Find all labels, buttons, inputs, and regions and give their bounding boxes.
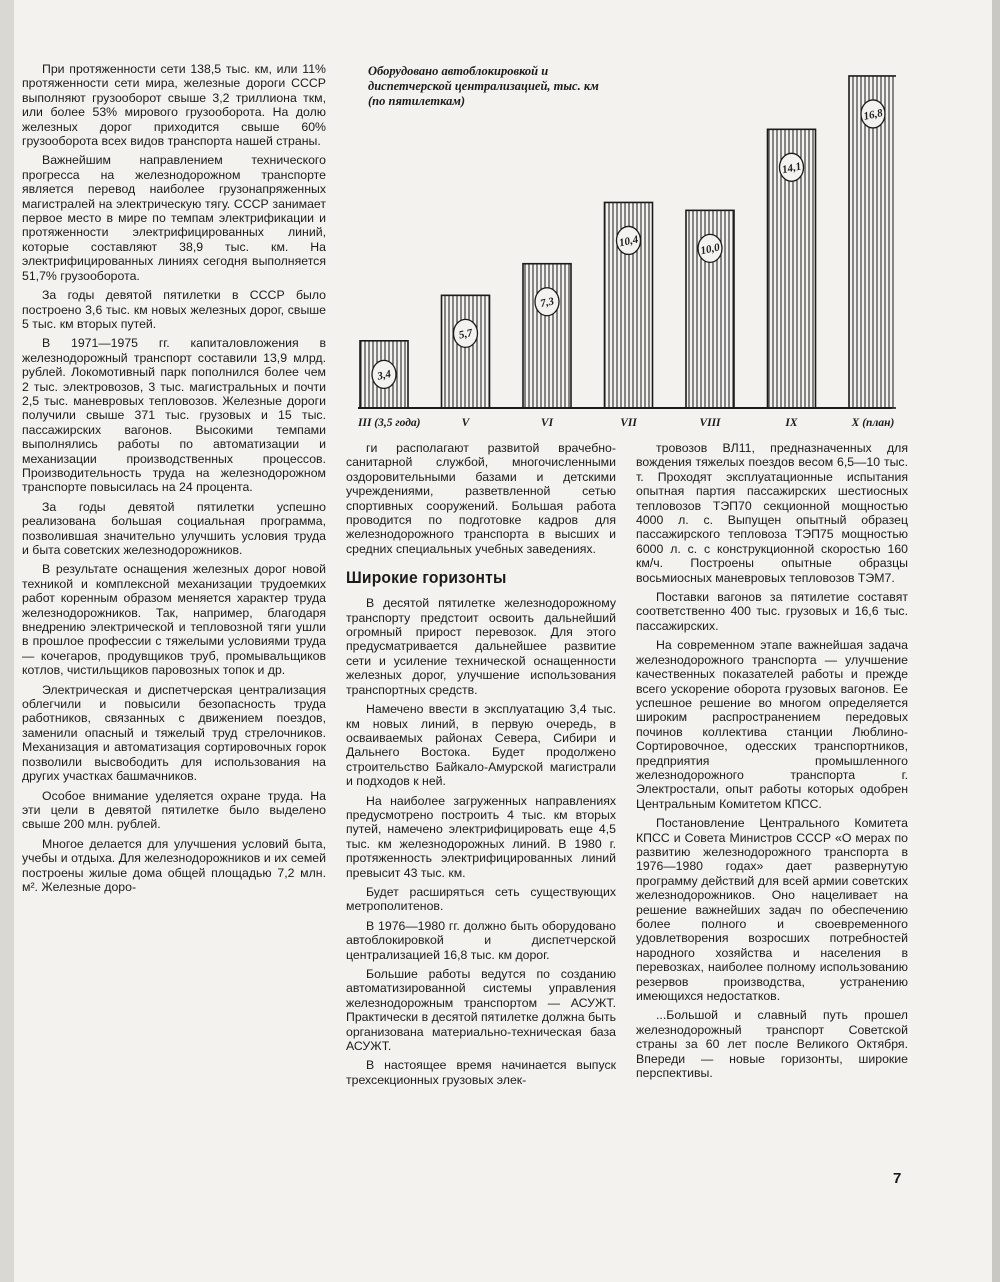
paragraph: На наиболее загруженных направлениях предусмотрено построить 4 тыс. км вторых путей, намечено электрифицировать еще 4,5 тыс. км железнодорожных линий. В 1980 г. протяженность электрифицированных линий превысит 43 тыс. км. xyxy=(346,793,616,880)
x-tick-label: VIII xyxy=(699,417,721,429)
data-label: 3,4 xyxy=(376,368,393,383)
section-heading: Широкие горизонты xyxy=(346,568,507,588)
paragraph: В настоящее время начинается выпуск трехсекционных грузовых элек- xyxy=(346,1058,616,1087)
data-label: 10,0 xyxy=(699,241,721,258)
x-tick-label: VII xyxy=(620,417,637,429)
article-column-2 xyxy=(346,441,616,1092)
x-tick-label: V xyxy=(461,417,470,429)
bar xyxy=(442,295,490,408)
page-number: 7 xyxy=(893,1170,902,1187)
bar xyxy=(523,264,571,408)
paragraph: тровозов ВЛ11, предназначенных для вождения тяжелых поездов весом 6,5—10 тыс. т. Проходят эксплуатационные испытания опытная партия пассажирских шестиосных тепловозов ТЭП70 секционной мощностью 4000 л. с. Выпущен опытный образец пассажирского тепловоза ТЭП75 мощностью 6000 л. с. с конструкционной скоростью 160 км/ч. Построены опытные образцы восьмиосных маневровых тепловозов ТЭМ7. xyxy=(636,441,908,585)
paragraph: Особое внимание уделяется охране труда. На эти цели в девятой пятилетке было выделено свыше 200 млн. рублей. xyxy=(22,788,326,832)
paragraph: За годы девятой пятилетки успешно реализована большая социальная программа, позволившая значительно улучшить условия труда и быта советских железнодорожников. xyxy=(22,499,326,557)
paragraph: Будет расширяться сеть существующих метрополитенов. xyxy=(346,884,616,914)
page-edge-right xyxy=(992,0,1000,1282)
paragraph: ги располагают развитой врачебно-санитарной службой, многочисленными оздоровительными базами и детскими учреждениями, разветвленной сетью спортивных сооружений. Большая работа проводится по подготовке кадров для железнодорожного транспорта в высших и средних специальных учебных заведениях. xyxy=(346,441,616,556)
paragraph: ...Большой и славный путь прошел железнодорожный транспорт Советской страны за 60 лет после Великого Октября. Впереди — новые горизонты, широкие перспективы. xyxy=(636,1008,908,1081)
paragraph: Электрическая и диспетчерская централизация облегчили и повысили безопасность труда работников, связанных с движением поездов, заменили опасный и тяжелый труд стрелочников. Механизация и автоматизация сортировочных горок позволили высвободить для использования на других участках башмачников. xyxy=(22,682,326,784)
page-edge-left xyxy=(0,0,14,1282)
x-tick-label: III (3,5 года) xyxy=(358,417,421,429)
x-tick-label: VI xyxy=(540,417,554,429)
paragraph: В 1971—1975 гг. капиталовложения в железнодорожный транспорт составили 13,9 млрд. рублей. Локомотивный парк пополнился более чем 2 тыс. электровозов, 3 тыс. магистральных и почти 2,5 тыс. маневровых тепловозов. Железные дороги получили свыше 371 тыс. грузовых и 15 тыс. пассажирских вагонов. Высокими темпами выполнялись работы по автоматизации и механизации производственных процессов. Производительность труда на железнодорожном транспорте повысилась на 24 процента. xyxy=(22,336,326,495)
paragraph: Большие работы ведутся по созданию автоматизированной системы управления железнодорожным транспортом — АСУЖТ. Практически в десятой пятилетке должна быть организована материально-техническая база АСУЖТ. xyxy=(346,967,616,1054)
article-column-1 xyxy=(22,62,326,899)
bar-chart xyxy=(348,58,896,436)
paragraph: Постановление Центрального Комитета КПСС и Совета Министров СССР «О мерах по развитию железнодорожного транспорта в 1976—1980 годах» дает развернутую программу действий для всей армии советских железнодорожников. Оно нацеливает на решение важнейших задач по обеспечению более полного и своевременного удовлетворения возросших потребностей народного хозяйства и населения в перевозках, наиболее полному использованию резервов производства, устранению имеющихся недостатков. xyxy=(636,816,908,1004)
x-tick-label: X (план) xyxy=(851,417,895,429)
paragraph: В десятой пятилетке железнодорожному транспорту предстоит освоить дальнейший огромный прирост перевозок. Для этого предусматривается дальнейшее развитие сети и усиление технической оснащенности железных дорог, улучшение использования транспортных средств. xyxy=(346,596,616,697)
x-tick-label: IX xyxy=(785,417,798,429)
paragraph: Многое делается для улучшения условий быта, учебы и отдыха. Для железнодорожников и их семей построены жилые дома общей площадью 7,2 млн. м². Железные доро- xyxy=(22,836,326,894)
paragraph: В результате оснащения железных дорог новой техникой и комплексной механизации трудоемких работ коренным образом меняется характер труда железнодорожников. Так, например, благодаря внедрению электрической и тепловозной тяги ушли в прошлое профессии с тяжелыми условиями труда — кочегаров, продувщиков труб, промывальщиков котлов, чистильщиков паровозных топок и др. xyxy=(22,562,326,678)
paragraph: На современном этапе важнейшая задача железнодорожного транспорта — улучшение качественных показателей работы и прежде всего ускорение оборота грузовых вагонов. Ее успешное решение во многом определяется широким распространением передовых починов коллектива станции Люблино-Сортировочное, одесских транспортников, предприятия промышленного железнодорожного транспорта г. Электростали, опыт работы которых одобрен Центральным Комитетом КПСС. xyxy=(636,638,908,811)
article-column-3 xyxy=(636,441,908,1085)
paragraph: При протяженности сети 138,5 тыс. км, или 11% протяженности сети мира, железные дороги СССР выполняют грузооборот свыше 3,2 триллиона ткм, или более 53% мирового грузооборота. На долю железных дорог приходится свыше 60% грузооборота всех видов транспорта нашей страны. xyxy=(22,62,326,149)
paragraph: В 1976—1980 гг. должно быть оборудовано автоблокировкой и диспетчерской централизацией 16,8 тыс. км дорог. xyxy=(346,918,616,962)
paragraph: За годы девятой пятилетки в СССР было построено 3,6 тыс. км новых железных дорог, свыше 5 тыс. км вторых путей. xyxy=(22,288,326,331)
data-label: 16,8 xyxy=(862,107,884,123)
paragraph: Поставки вагонов за пятилетие составят соответственно 400 тыс. грузовых и 16,6 тыс. пассажирских. xyxy=(636,590,908,633)
paragraph: Намечено ввести в эксплуатацию 3,4 тыс. км новых линий, в первую очередь, в осваиваемых районах Севера, Сибири и Дальнего Востока. Будет продолжено строительство Байкало-Амурской магистрали и подходов к ней. xyxy=(346,702,616,789)
data-label: 5,7 xyxy=(457,327,474,342)
data-label: 7,3 xyxy=(539,295,556,310)
paragraph: Важнейшим направлением технического прогресса на железнодорожном транспорте является перевод наиболее грузонапряженных магистралей на электрическую тягу. СССР занимает первое место в мире по темпам электрификации и протяженности электрифицированных линий, которые составляют 38,9 тыс. км. На электрифицированных линиях сегодня выполняется 51,7% грузооборота. xyxy=(22,153,326,283)
data-label: 14,1 xyxy=(781,160,803,177)
data-label: 10,4 xyxy=(618,233,640,250)
chart-title: Оборудовано автоблокировкой и диспетчерской централизацией, тыс. км (по пятилеткам) xyxy=(368,64,599,108)
